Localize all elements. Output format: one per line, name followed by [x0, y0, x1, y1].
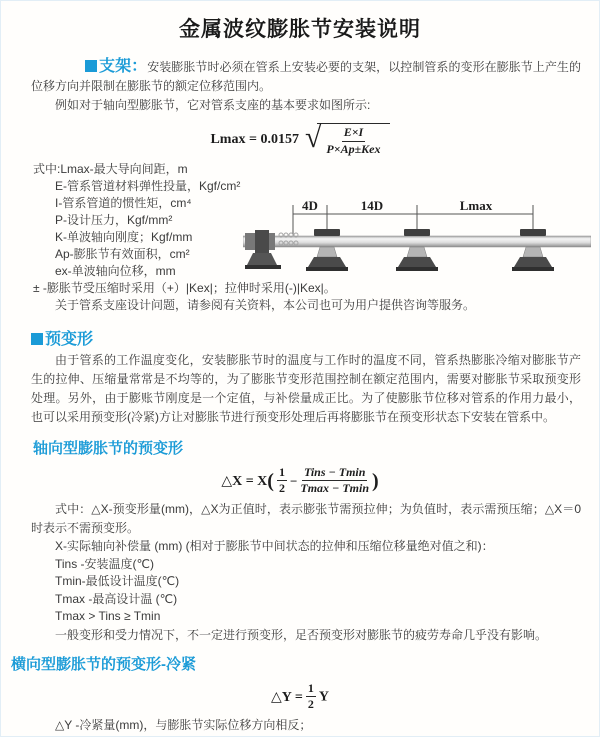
lmax-fraction-denominator: P×Ap±Kex	[326, 141, 381, 156]
axial-note-line: 一般变形和受力情况下，不一定进行预变形，足否预变形对膨胀节的疲劳寿命几乎没有影响。	[55, 627, 548, 642]
definition-line: P-设计压力，Kgf/mm²	[55, 212, 173, 227]
half-denominator: 2	[278, 481, 285, 496]
definitions-and-diagram	[31, 161, 581, 314]
support-example-line: 例如对于轴向型膨胀节，它对管系支座的基本要求如图所示:	[55, 98, 371, 112]
consult-note: 关于管系支座设计问题，请参阅有关资料，本公司也可为用户提供咨询等服务。	[55, 297, 476, 312]
lateral-formula	[1, 682, 599, 713]
definition-line: K-单波轴向刚度；Kgf/mm	[55, 229, 193, 244]
half-fraction	[277, 466, 287, 497]
sqrt-radical	[304, 120, 390, 157]
dim-label-4d: 4D	[302, 197, 318, 213]
dim-label-14d: 14D	[360, 197, 384, 213]
temperature-fraction	[300, 466, 369, 497]
definition-line: 式中:Lmax-最大导向间距，m	[33, 161, 188, 176]
support-heading: 支架：	[99, 58, 148, 75]
axial-formula	[1, 466, 599, 497]
axial-section-header: 轴向型膨胀节的预变形	[33, 439, 184, 457]
guide-support-1	[306, 229, 348, 271]
lateral-half-numerator: 1	[306, 682, 316, 698]
lateral-formula-prefix: △Y =	[271, 689, 303, 705]
close-paren: )	[372, 469, 379, 492]
open-paren: (	[267, 469, 274, 492]
lateral-note-line: △Y -冷紧量(mm)，与膨胀节实际位移方向相反；	[55, 718, 312, 733]
sqrt-sign-icon: √	[304, 120, 322, 154]
predeform-section-header	[31, 326, 599, 349]
axial-variable-list	[55, 538, 589, 626]
guide-support-3	[512, 229, 554, 271]
lmax-formula	[1, 120, 599, 157]
support-paragraph	[31, 57, 581, 96]
plus-minus-note: ± -膨胀节受压缩时采用（+）|Kex|；拉伸时采用(-)|Kex|。	[33, 280, 336, 295]
half-numerator: 1	[277, 466, 287, 482]
lateral-section-header: 横向型膨胀节的预变形-冷紧	[11, 655, 196, 673]
temperature-numerator: Tins − Tmin	[302, 466, 368, 482]
pipe-support-diagram	[243, 197, 591, 277]
support-body-text: 安装膨胀节时必须在管系上安装必要的支架，以控制管系的变形在膨胀节上产生的位移方向并限制在膨胀节的额定位移范围内。	[31, 60, 581, 93]
definition-line: Ap-膨胀节有效面积，cm²	[55, 246, 190, 261]
sqrt-body	[317, 123, 389, 157]
page-title: 金属波纹膨胀节安装说明	[179, 18, 421, 41]
lateral-half-denominator: 2	[307, 697, 314, 712]
minus-operator: −	[289, 472, 298, 488]
axial-variable-line: Tmax -最高设计温 (℃)	[55, 591, 178, 606]
axial-variable-line: Tmax > Tins ≥ Tmin	[55, 609, 161, 624]
section-square-icon	[85, 60, 97, 72]
predeform-heading: 预变形	[45, 330, 94, 348]
predeform-paragraph: 由于管系的工作温度变化，安装膨胀节时的温度与工作时的温度不同，管系热膨胀冷缩对膨胀节产生的拉伸、压缩量常常是不均等的，为了膨胀节变形范围控制在额定范围内，需要对膨胀节采取预变形处理。另外，由于膨账节刚度是一个定值，与补偿量成正比。为了使膨胀节位移对管系的作用力最小，也可以采用预变形(冷紧)方让对膨胀节进行预变形处理后再将膨胀节在预变形状态下安装在管系中。	[31, 352, 581, 424]
guide-support-2	[396, 229, 438, 271]
section-square-icon	[31, 333, 43, 345]
axial-variable-line: Tins -安装温度(℃)	[55, 556, 155, 571]
temperature-denominator: Tmax − Tmin	[300, 481, 369, 496]
lateral-formula-suffix: Y	[318, 688, 329, 704]
axial-formula-prefix: △X = X	[221, 473, 268, 489]
definition-line: I-管系管道的惯性矩，cm⁴	[55, 195, 192, 210]
definition-line: ex-单波轴向位移，mm	[55, 263, 176, 278]
axial-variable-line: X-实际轴向补偿量 (mm) (相对于膨胀节中间状态的拉伸和压缩位移量绝对值之和)：	[55, 539, 494, 554]
definition-line: E-管系管道材料弹性投量，Kgf/cm²	[55, 178, 241, 193]
dim-label-lmax: Lmax	[459, 197, 493, 213]
axial-explain-paragraph: 式中：△X-预变形量(mm)，△X为正值时，表示膨张节需预拉伸；为负值时，表示需预压缩；△X＝0时表示不需预变形。	[31, 502, 581, 536]
lmax-fraction	[326, 126, 380, 157]
support-section-header	[85, 58, 147, 75]
axial-variable-line: Tmin-最低设计温度(℃)	[55, 574, 180, 589]
lmax-formula-prefix: Lmax = 0.0157	[210, 131, 299, 147]
lateral-half-fraction	[306, 682, 316, 713]
lmax-fraction-numerator: E×I	[342, 126, 366, 142]
